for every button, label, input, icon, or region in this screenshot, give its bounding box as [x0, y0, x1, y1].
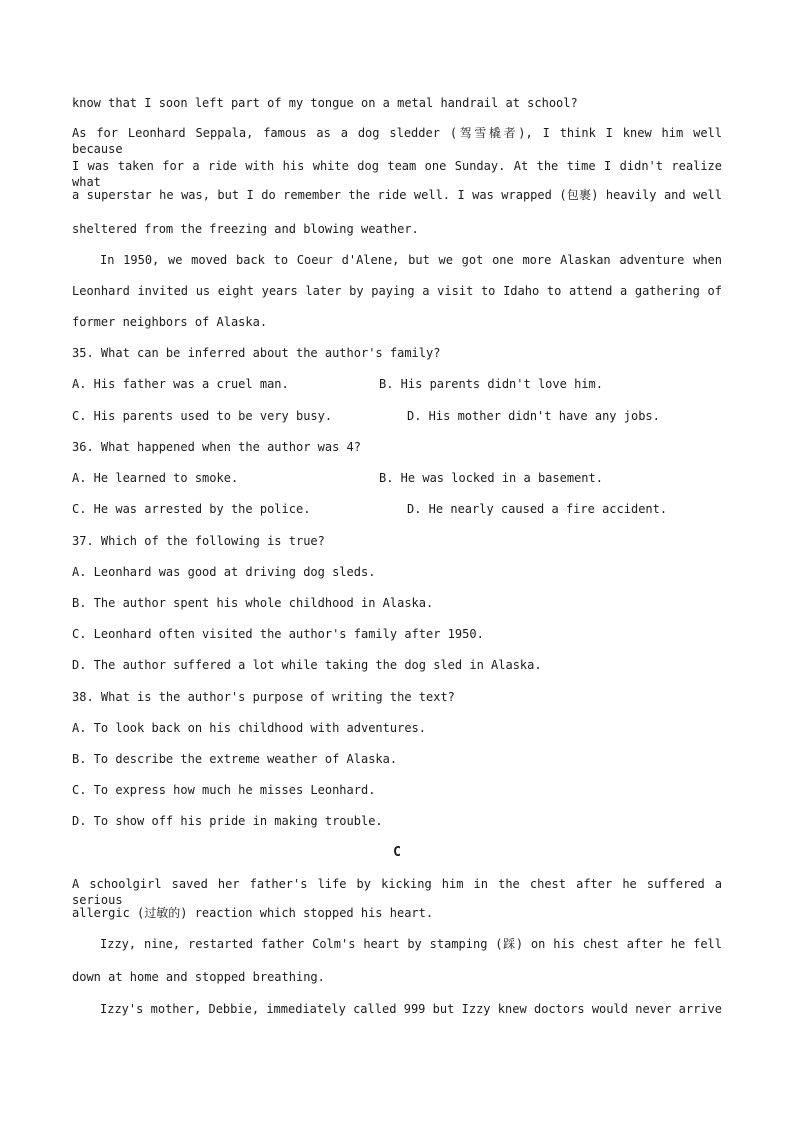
passage-line: As for Leonhard Seppala, famous as a dog sledder (驾雪橇者), I think I knew him well because [72, 126, 722, 156]
option-a: A. To look back on his childhood with adventures. [72, 721, 427, 735]
passage-line: a superstar he was, but I do remember the ride well. I was wrapped (包裹) heavily and well [72, 188, 722, 202]
option-d: D. The author suffered a lot while taking the dog sled in Alaska. [72, 658, 542, 672]
question-stem: 36. What happened when the author was 4? [72, 440, 361, 454]
passage-line: former neighbors of Alaska. [72, 315, 268, 329]
passage-line: Leonhard invited us eight years later by paying a visit to Idaho to attend a gathering of [72, 284, 722, 298]
passage-line: sheltered from the freezing and blowing weather. [72, 222, 419, 236]
passage-line: Izzy's mother, Debbie, immediately called 999 but Izzy knew doctors would never arrive [100, 1002, 722, 1016]
passage-line: Izzy, nine, restarted father Colm's heart by stamping (踩) on his chest after he fell [100, 937, 722, 951]
option-a: A. He learned to smoke. [72, 471, 239, 485]
option-b: B. The author spent his whole childhood in Alaska. [72, 596, 434, 610]
option-d: D. His mother didn't have any jobs. [407, 409, 660, 423]
option-c: C. Leonhard often visited the author's family after 1950. [72, 627, 484, 641]
option-a: A. Leonhard was good at driving dog sleds. [72, 565, 376, 579]
passage-line: I was taken for a ride with his white dog team one Sunday. At the time I didn't realize what [72, 159, 722, 189]
question-stem: 35. What can be inferred about the author's family? [72, 346, 441, 360]
option-c: C. He was arrested by the police. [72, 502, 311, 516]
option-a: A. His father was a cruel man. [72, 377, 289, 391]
option-c: C. His parents used to be very busy. [72, 409, 333, 423]
question-stem: 37. Which of the following is true? [72, 534, 325, 548]
option-b: B. He was locked in a basement. [379, 471, 603, 485]
passage-line: down at home and stopped breathing. [72, 970, 325, 984]
option-d: D. He nearly caused a fire accident. [407, 502, 668, 516]
passage-line: In 1950, we moved back to Coeur d'Alene, but we got one more Alaskan adventure when [100, 253, 722, 267]
passage-line: A schoolgirl saved her father's life by kicking him in the chest after he suffered a serious [72, 877, 722, 907]
question-stem: 38. What is the author's purpose of writing the text? [72, 690, 455, 704]
option-b: B. His parents didn't love him. [379, 377, 603, 391]
option-c: C. To express how much he misses Leonhard. [72, 783, 376, 797]
option-d: D. To show off his pride in making trouble. [72, 814, 383, 828]
passage-line: allergic (过敏的) reaction which stopped his heart. [72, 906, 434, 920]
section-heading: C [393, 845, 401, 860]
passage-line: know that I soon left part of my tongue on a metal handrail at school? [72, 96, 578, 110]
option-b: B. To describe the extreme weather of Alaska. [72, 752, 398, 766]
